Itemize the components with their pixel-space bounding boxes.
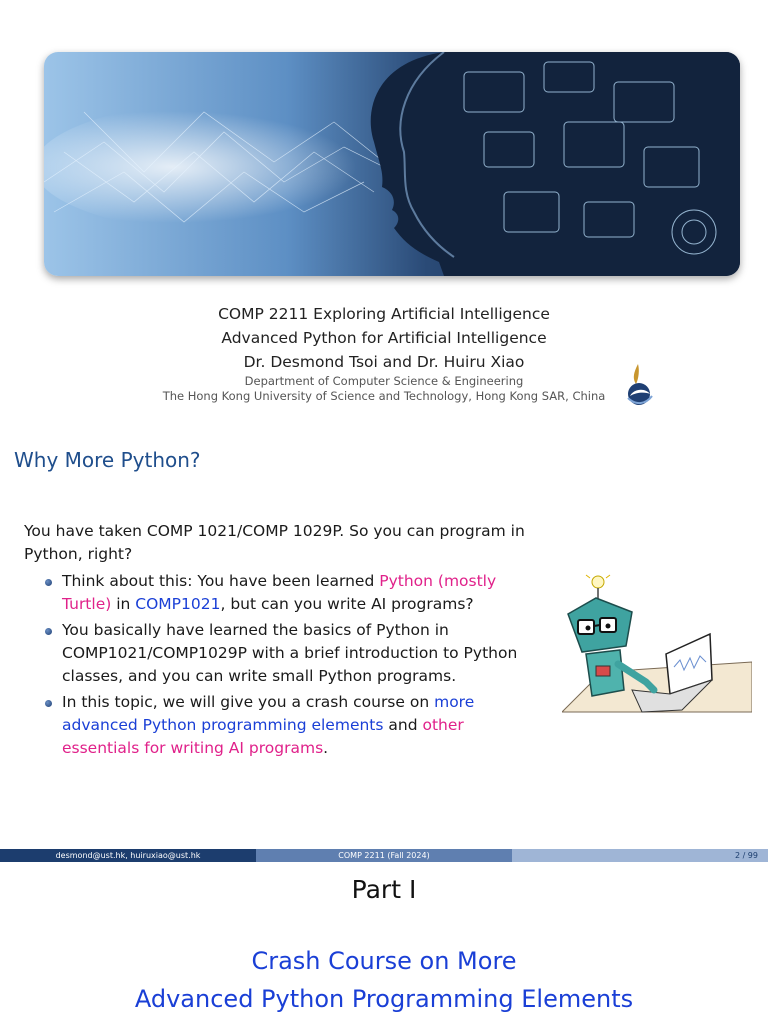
bullet3-text-a: In this topic, we will give you a crash course on [62, 693, 435, 711]
footer-bar [0, 849, 768, 862]
footer-page-number: 2 / 99 [512, 849, 768, 862]
bullet-list [24, 570, 544, 760]
footer-course: COMP 2211 (Fall 2024) [256, 849, 512, 862]
part-heading: Part I [351, 875, 417, 904]
course-title: COMP 2211 Exploring Artificial Intelligence [218, 305, 550, 323]
bullet1-highlight-course: COMP1021 [135, 595, 221, 613]
banner-image [44, 52, 740, 276]
bullet-icon [45, 628, 52, 635]
robot-illustration [562, 572, 752, 718]
slide-content [24, 520, 544, 763]
bullet3-highlight-essentials: other essentials for writing AI programs [62, 716, 464, 757]
intro-text: You have taken COMP 1021/COMP 1029P. So you can program in Python, right? [24, 522, 525, 563]
bullet1-text-e: , but can you write AI programs? [220, 595, 474, 613]
list-item [24, 570, 544, 616]
section-heading-line1: Crash Course on More [251, 947, 517, 975]
list-item [24, 619, 544, 688]
department: Department of Computer Science & Engineering [244, 374, 524, 388]
bullet1-text-c: in [111, 595, 136, 613]
section-heading [0, 942, 768, 1018]
bullet1-highlight-python: Python (mostly Turtle) [62, 572, 497, 613]
bullet3-text-c: and [383, 716, 423, 734]
bullet-icon [45, 579, 52, 586]
bullet2-text: You basically have learned the basics of Python in COMP1021/COMP1029P with a brief introduction to Python classes, and you can write small Python programs. [62, 621, 518, 685]
bullet-icon [45, 700, 52, 707]
list-item [24, 691, 544, 760]
university: The Hong Kong University of Science and Technology, Hong Kong SAR, China [162, 389, 606, 403]
bullet3-text-e: . [323, 739, 329, 757]
university-logo [624, 362, 654, 408]
topic-title: Advanced Python for Artificial Intelligence [221, 329, 547, 347]
footer-emails: desmond@ust.hk, huiruxiao@ust.hk [0, 849, 256, 862]
bullet3-highlight-advanced: more advanced Python programming elements [62, 693, 475, 734]
authors: Dr. Desmond Tsoi and Dr. Huiru Xiao [243, 353, 525, 371]
section-heading-line2: Advanced Python Programming Elements [134, 985, 634, 1013]
bullet1-text-a: Think about this: You have been learned [62, 572, 380, 590]
slide-title: Why More Python? [14, 448, 201, 472]
